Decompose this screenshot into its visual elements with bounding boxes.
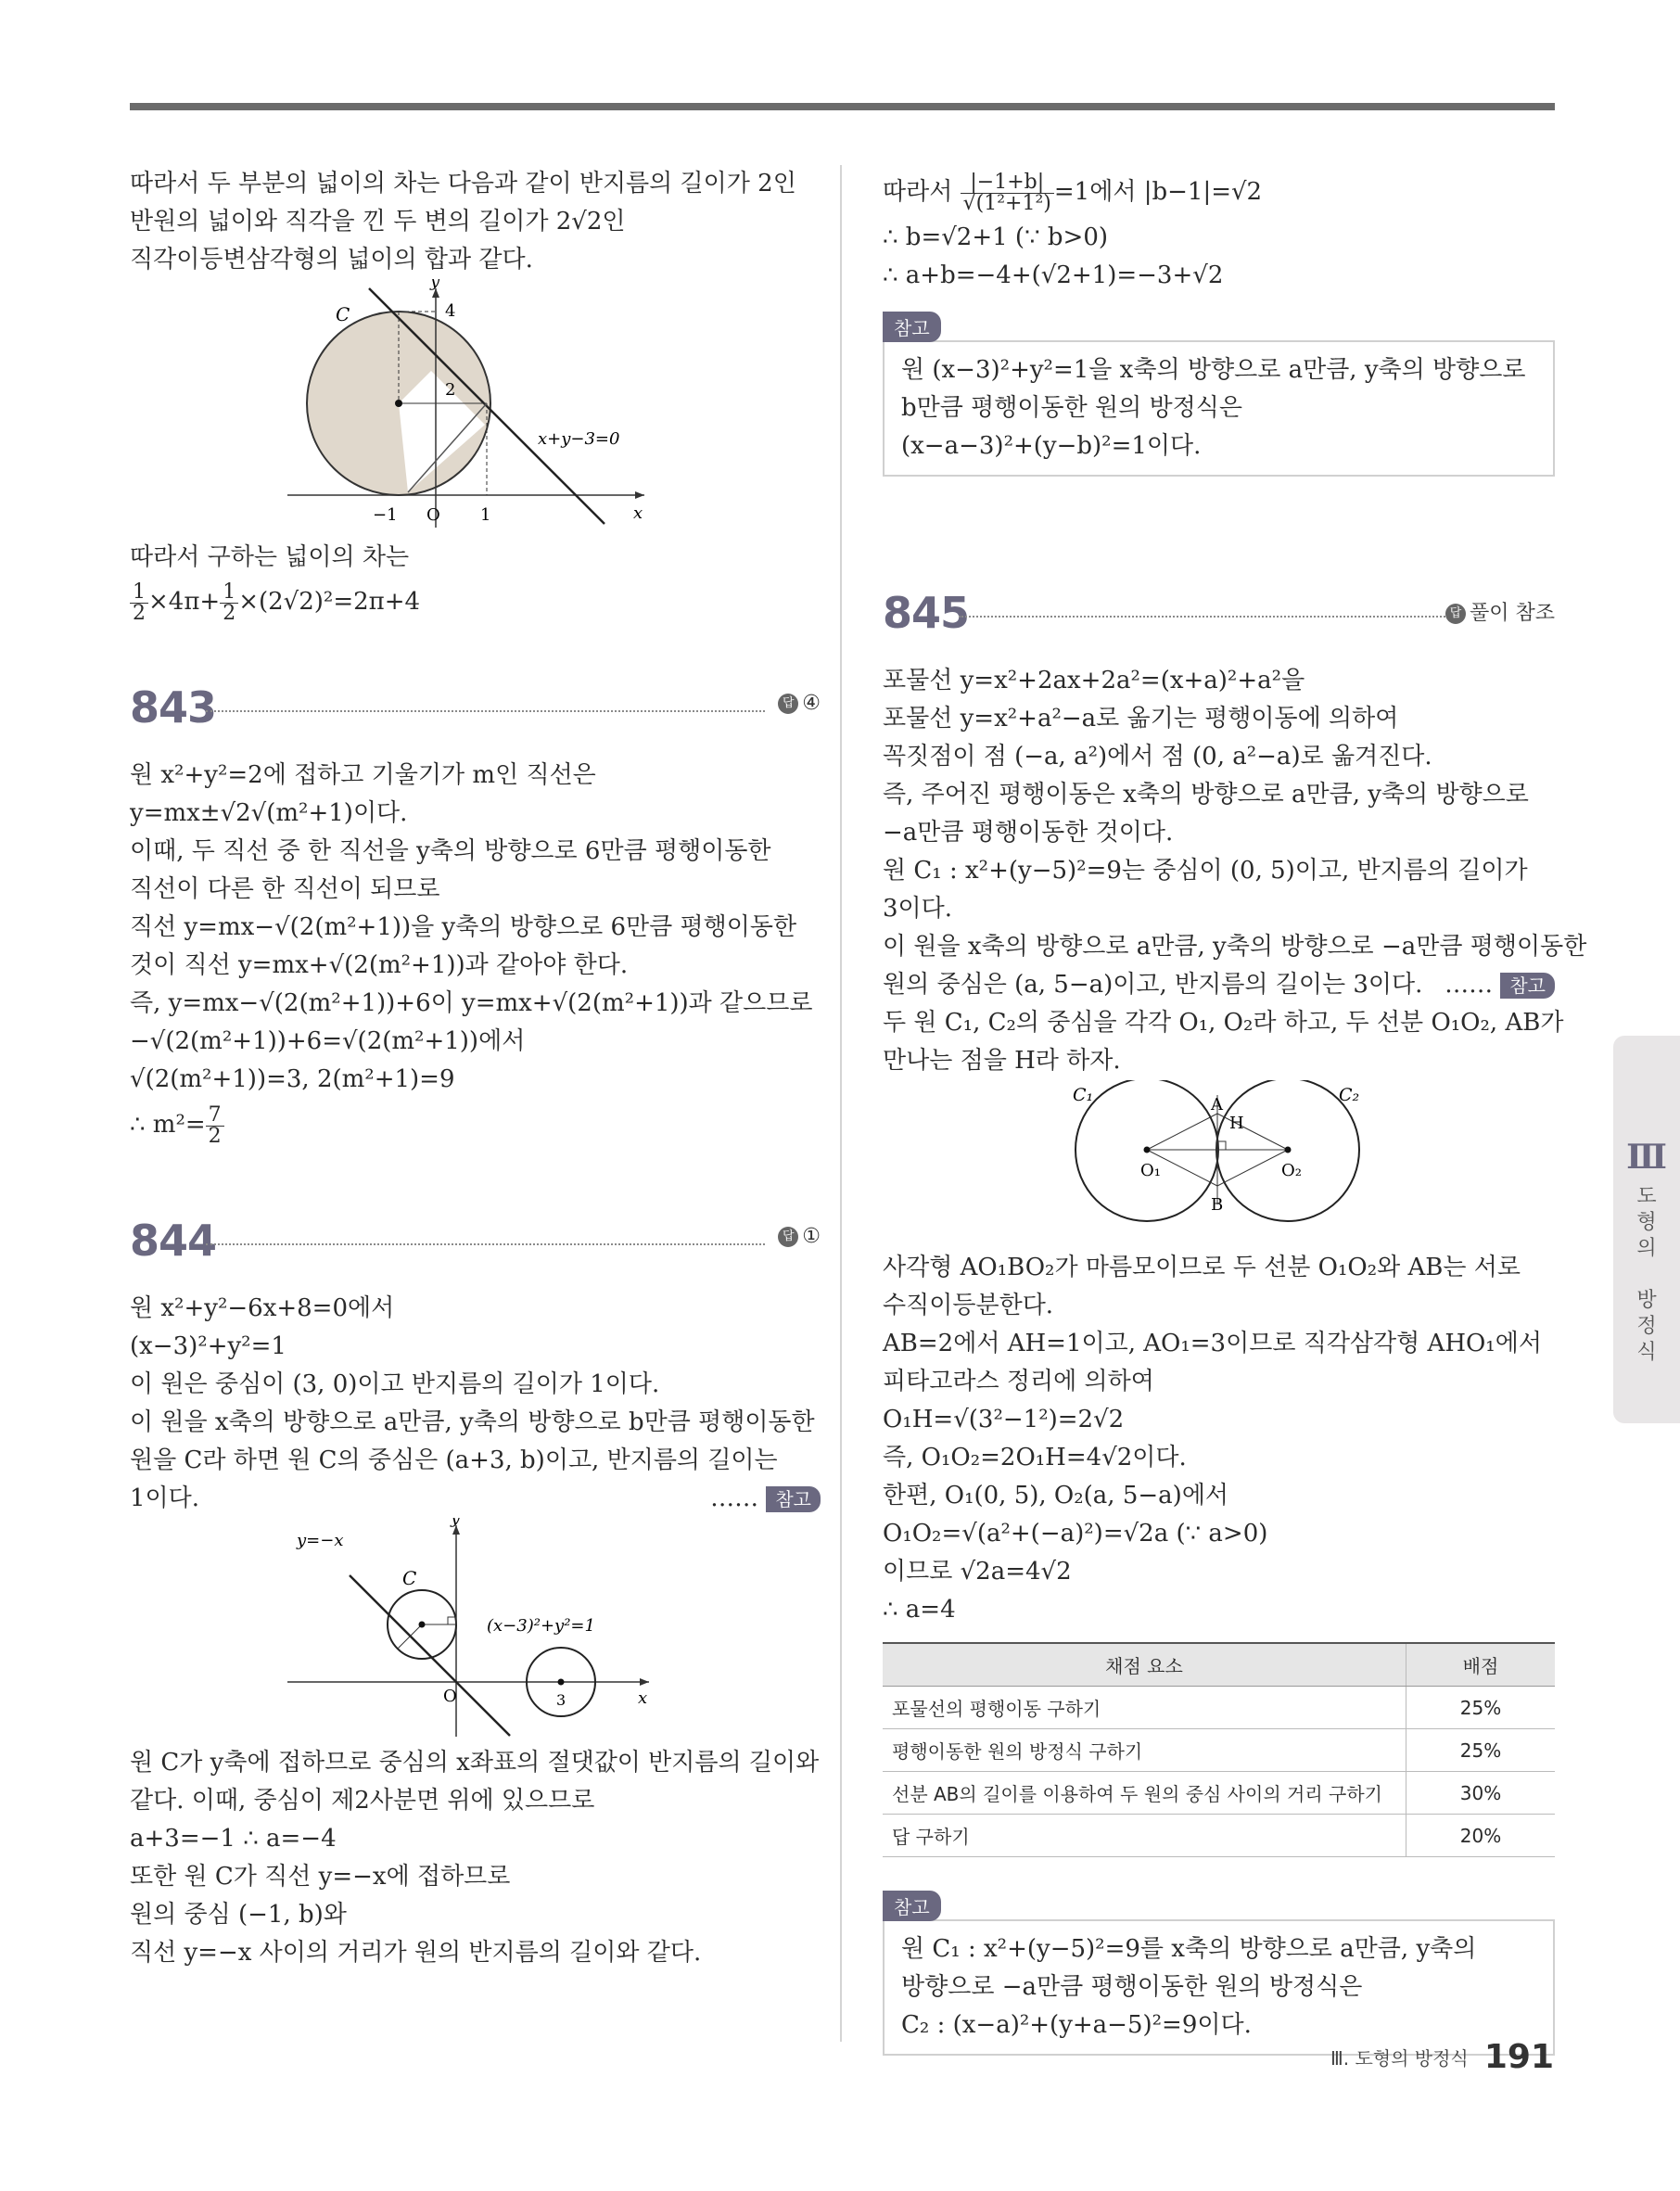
svg-text:O: O <box>426 505 440 525</box>
text-line: (x−a−3)²+(y−b)²=1이다. <box>901 432 1202 460</box>
svg-text:2: 2 <box>445 380 456 400</box>
text-line: 이 원은 중심이 (3, 0)이고 반지름의 길이가 1이다. <box>130 1370 660 1398</box>
svg-text:O₂: O₂ <box>1281 1161 1302 1180</box>
svg-text:x: x <box>633 503 643 523</box>
area-difference-formula: $\frac{1}{2}$ ×4π+ $\frac{1}{2}$ ×(2√2)²=2π+4 <box>130 577 821 627</box>
text-line: 원 (x−3)²+y²=1을 x축의 방향으로 a만큼, y축의 방향으로 <box>901 356 1526 384</box>
table-header: 배점 <box>1406 1643 1556 1687</box>
text-line: AB=2에서 AH=1이고, AO₁=3이므로 직각삼각형 AHO₁에서 <box>883 1330 1542 1357</box>
svg-text:A: A <box>1211 1095 1223 1115</box>
svg-text:y=−x: y=−x <box>297 1531 344 1550</box>
text-line: ∴ a=4 <box>883 1596 956 1624</box>
answer-label: 답 ① <box>778 1225 821 1248</box>
text-line: 반원의 넓이와 직각을 낀 두 변의 길이가 2√2인 <box>130 208 626 236</box>
text-line: 이 원을 x축의 방향으로 a만큼, y축의 방향으로 b만큼 평행이동한 <box>130 1408 815 1436</box>
text-line: −√(2(m²+1))+6=√(2(m²+1))에서 <box>130 1027 526 1055</box>
text-line: 직선이 다른 한 직선이 되므로 <box>130 875 440 903</box>
text-line: O₁O₂=√(a²+(−a)²)=√2a (∵ a>0) <box>883 1520 1268 1548</box>
text-line: 직선 y=mx−√(2(m²+1))을 y축의 방향으로 6만큼 평행이동한 <box>130 913 797 941</box>
text-line: 만나는 점을 H라 하자. <box>883 1047 1121 1075</box>
text-line: 직각이등변삼각형의 넓이의 합과 같다. <box>130 246 533 274</box>
text-line: −a만큼 평행이동한 것이다. <box>883 819 1174 847</box>
note-ref-tag: 참고 <box>1500 973 1555 999</box>
text-line: C₂ : (x−a)²+(y+a−5)²=9이다. <box>901 2011 1252 2039</box>
figure-two-circles <box>883 1080 1555 1245</box>
text-line: 직선 y=−x 사이의 거리가 원의 반지름의 길이와 같다. <box>130 1939 702 1967</box>
text-line: 방향으로 −a만큼 평행이동한 원의 방정식은 <box>901 1973 1363 2001</box>
svg-text:H: H <box>1229 1114 1244 1133</box>
text-line: 이므로 √2a=4√2 <box>883 1558 1072 1586</box>
text-line: 즉, O₁O₂=2O₁H=4√2이다. <box>883 1444 1187 1471</box>
text-line: ∴ b=√2+1 (∵ b>0) <box>883 223 1109 251</box>
m-squared-result: ∴ m²= $\frac{7}{2}$ <box>130 1099 821 1151</box>
text-line: 사각형 AO₁BO₂가 마름모이므로 두 선분 O₁O₂와 AB는 서로 <box>883 1254 1521 1281</box>
text-line: 포물선 y=x²+a²−a로 옮기는 평행이동에 의하여 <box>883 705 1399 732</box>
text-line: 것이 직선 y=mx+√(2(m²+1))과 같아야 한다. <box>130 951 629 979</box>
text-line: 3이다. <box>883 895 953 923</box>
svg-text:C₂: C₂ <box>1339 1085 1360 1105</box>
scoring-table <box>883 1642 1555 1857</box>
svg-text:y: y <box>430 279 440 291</box>
note-ref-tag: 참고 <box>766 1486 821 1512</box>
distance-formula: 따라서 $\frac{|-1+b|}{\text{√(1²+1²)}}$ =1에서 |b−1|=√2 <box>883 170 1263 215</box>
svg-text:x+y−3=0: x+y−3=0 <box>538 429 620 449</box>
svg-text:B: B <box>1211 1195 1224 1215</box>
left-column <box>130 165 821 1972</box>
text-line: 원의 중심 (−1, b)와 <box>130 1901 347 1929</box>
table-row: 평행이동한 원의 방정식 구하기 25% <box>883 1729 1555 1772</box>
text-line: 한편, O₁(0, 5), O₂(a, 5−a)에서 <box>883 1482 1229 1509</box>
text-line: 따라서 두 부분의 넓이의 차는 다음과 같이 반지름의 길이가 2인 <box>130 170 796 197</box>
text-line: 1이다. …… 참고 <box>130 1480 821 1518</box>
text-line: b만큼 평행이동한 원의 방정식은 <box>901 394 1242 422</box>
problem-843-header: 843 답 ④ <box>130 682 821 732</box>
text-line: 원 x²+y²=2에 접하고 기울기가 m인 직선은 <box>130 761 596 789</box>
text-line: y=mx±√2√(m²+1)이다. <box>130 799 408 827</box>
line-y-neg-x <box>350 1575 510 1736</box>
column-divider <box>840 165 842 2042</box>
text-line: 원 C가 y축에 접하므로 중심의 x좌표의 절댓값이 반지름의 길이와 <box>130 1749 820 1777</box>
text-line: 원 C₁ : x²+(y−5)²=9는 중심이 (0, 5)이고, 반지름의 길이가 <box>883 857 1528 885</box>
text-line: 즉, 주어진 평행이동은 x축의 방향으로 a만큼, y축의 방향으로 <box>883 781 1529 809</box>
top-rule <box>130 103 1555 110</box>
text-line: a+3=−1 ∴ a=−4 <box>130 1825 337 1853</box>
svg-text:y: y <box>451 1518 461 1528</box>
note-tag: 참고 <box>883 312 941 342</box>
table-row: 선분 AB의 길이를 이용하여 두 원의 중심 사이의 거리 구하기 30% <box>883 1772 1555 1815</box>
text-line: 이 원을 x축의 방향으로 a만큼, y축의 방향으로 −a만큼 평행이동한 <box>883 933 1587 961</box>
text-line: 원 C₁ : x²+(y−5)²=9를 x축의 방향으로 a만큼, y축의 <box>901 1935 1477 1963</box>
text-line: 수직이등분한다. <box>883 1292 1054 1319</box>
svg-text:O: O <box>443 1687 457 1706</box>
page-footer <box>1330 2038 1554 2076</box>
table-row: 답 구하기 20% <box>883 1815 1555 1857</box>
text-line: (x−3)²+y²=1 <box>130 1332 286 1360</box>
text-line: 꼭짓점이 점 (−a, a²)에서 점 (0, a²−a)로 옮겨진다. <box>883 743 1432 771</box>
svg-text:−1: −1 <box>373 505 398 525</box>
svg-text:C₁: C₁ <box>1073 1085 1094 1105</box>
text-line: 이때, 두 직선 중 한 직선을 y축의 방향으로 6만큼 평행이동한 <box>130 837 771 865</box>
answer-label: 답 풀이 참조 <box>1445 597 1555 626</box>
text-line: O₁H=√(3²−1²)=2√2 <box>883 1406 1125 1433</box>
problem-844-header: 844 답 ① <box>130 1216 821 1266</box>
answer-label: 답 ④ <box>778 692 821 715</box>
text-line: ∴ a+b=−4+(√2+1)=−3+√2 <box>883 261 1224 289</box>
note-box-2 <box>883 1891 1555 2056</box>
text-line: 같다. 이때, 중심이 제2사분면 위에 있으므로 <box>130 1787 595 1815</box>
table-row: 포물선의 평행이동 구하기 25% <box>883 1687 1555 1729</box>
figure-circle-translation <box>130 1518 821 1740</box>
text-line: 원의 중심은 (a, 5−a)이고, 반지름의 길이는 3이다. …… 참고 <box>883 966 1555 1004</box>
text-line: √(2(m²+1))=3, 2(m²+1)=9 <box>130 1065 455 1093</box>
problem-845-header: 845 답 풀이 참조 <box>883 588 1555 638</box>
text-line: 원 x²+y²−6x+8=0에서 <box>130 1294 395 1322</box>
right-column <box>883 165 1587 2056</box>
svg-text:1: 1 <box>480 505 491 525</box>
table-header: 채점 요소 <box>883 1643 1406 1687</box>
text-line: 포물선 y=x²+2ax+2a²=(x+a)²+a²을 <box>883 667 1305 694</box>
svg-text:C: C <box>402 1567 417 1589</box>
svg-text:(x−3)²+y²=1: (x−3)²+y²=1 <box>487 1616 595 1636</box>
text-line: 원을 C라 하면 원 C의 중심은 (a+3, b)이고, 반지름의 길이는 <box>130 1446 778 1474</box>
note-box-1 <box>883 312 1555 477</box>
chapter-title: Ⅲ. 도형의 방정식 <box>1330 2047 1469 2070</box>
svg-text:O₁: O₁ <box>1140 1161 1161 1180</box>
chapter-vertical-label: 도 형 의 방 정 식 <box>1636 1185 1657 1364</box>
svg-text:x: x <box>638 1688 648 1708</box>
note-tag: 참고 <box>883 1891 941 1921</box>
text-line: 따라서 구하는 넓이의 차는 <box>130 543 410 571</box>
text-line: 또한 원 C가 직선 y=−x에 접하므로 <box>130 1863 511 1891</box>
chapter-side-tab: Ⅲ 도 형 의 방 정 식 <box>1613 1036 1680 1423</box>
page-number: 191 <box>1483 2038 1554 2076</box>
text-line: 피타고라스 정리에 의하여 <box>883 1368 1154 1395</box>
figure-circle-tangent <box>130 279 821 529</box>
svg-text:3: 3 <box>556 1691 566 1709</box>
text-line: 두 원 C₁, C₂의 중심을 각각 O₁, O₂라 하고, 두 선분 O₁O₂, AB가 <box>883 1009 1564 1037</box>
text-line: 즉, y=mx−√(2(m²+1))+6이 y=mx+√(2(m²+1))과 같으므로 <box>130 989 813 1017</box>
svg-text:4: 4 <box>445 301 456 321</box>
svg-text:C: C <box>336 303 350 325</box>
